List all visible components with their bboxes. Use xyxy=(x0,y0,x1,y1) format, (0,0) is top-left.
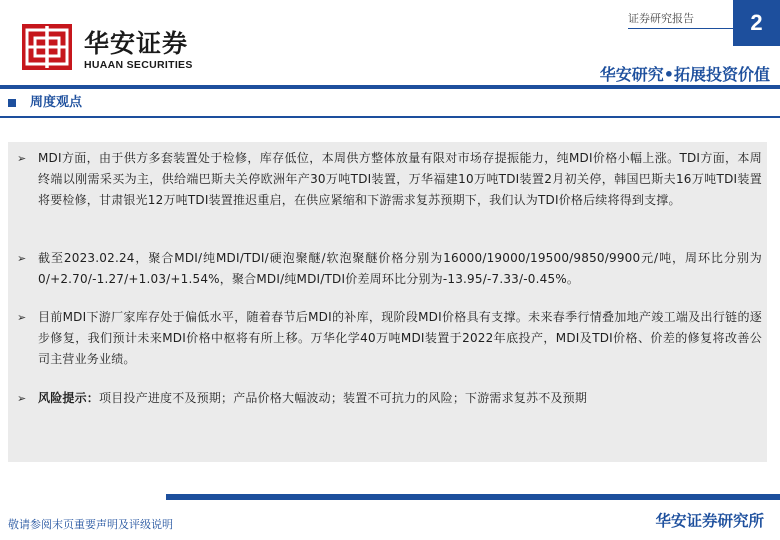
risk-warning-label: 风险提示： xyxy=(38,391,100,405)
header-bar xyxy=(0,85,780,89)
logo-english-name: HUAAN SECURITIES xyxy=(84,59,193,71)
content-panel xyxy=(8,142,767,462)
arrow-bullet-icon: ➢ xyxy=(17,152,27,165)
section-title: 周度观点 xyxy=(30,95,83,110)
page-number: 2 xyxy=(733,0,780,46)
section-divider xyxy=(0,116,780,118)
arrow-bullet-icon: ➢ xyxy=(17,252,27,265)
paragraph-text: 目前MDI下游厂家库存处于偏低水平，随着春节后MDI的补库，现阶段MDI价格具有支撑。未来春季行情叠加地产竣工端及出行链的逐步修复，我们预计未来MDI价格中枢将有所上移。万华化学40万吨MDI装置于2022年底投产，MDI及TDI价格、价差的修复将改善公司主营业务业绩。 xyxy=(38,310,762,366)
list-item xyxy=(14,248,762,290)
logo-chinese-name: 华安证券 xyxy=(84,29,189,58)
section-heading xyxy=(8,96,82,110)
report-type-label: 证券研究报告 xyxy=(628,12,694,25)
huaan-logo-mark xyxy=(22,24,72,70)
list-item xyxy=(14,148,762,211)
paragraph-text: MDI方面，由于供方多套装置处于检修，库存低位，本周供方整体放量有限对市场存提振能力，纯MDI价格小幅上涨。TDI方面，本周终端以刚需采买为主，供给端巴斯夫关停欧洲年产30万吨TDI装置，万华福建10万吨TDI装置2月初关停，韩国巴斯夫16万吨TDI装置将要检修，甘肃银光12万吨TDI装置推迟重启，在供应紧缩和下游需求复苏预期下，我们认为TDI价格后续将得到支撑。 xyxy=(38,151,762,207)
arrow-bullet-icon: ➢ xyxy=(17,392,27,405)
arrow-bullet-icon: ➢ xyxy=(17,311,27,324)
list-item xyxy=(14,388,762,409)
header-divider xyxy=(628,28,733,29)
risk-warning-text: 项目投产进度不及预期；产品价格大幅波动；装置不可抗力的风险；下游需求复苏不及预期 xyxy=(99,391,588,405)
list-item xyxy=(14,307,762,370)
logo-emblem-icon xyxy=(22,24,72,70)
risk-warning xyxy=(38,388,762,409)
brand-tagline: 华安研究•拓展投资价值 xyxy=(599,65,770,84)
footer-bar xyxy=(166,494,780,500)
paragraph-text: 截至2023.02.24，聚合MDI/纯MDI/TDI/硬泡聚醚/软泡聚醚价格分别为16000/19000/19500/9850/9900元/吨，周环比分别为0/+2.70/-1.27/+1.03/+1.54%，聚合MDI/纯MDI/TDI价差周环比分别为-13.95/-7.33/-0.45%。 xyxy=(38,251,762,286)
footer-disclaimer: 敬请参阅末页重要声明及评级说明 xyxy=(8,518,173,531)
footer-brand: 华安证券研究所 xyxy=(655,512,764,530)
square-bullet-icon xyxy=(8,99,16,107)
